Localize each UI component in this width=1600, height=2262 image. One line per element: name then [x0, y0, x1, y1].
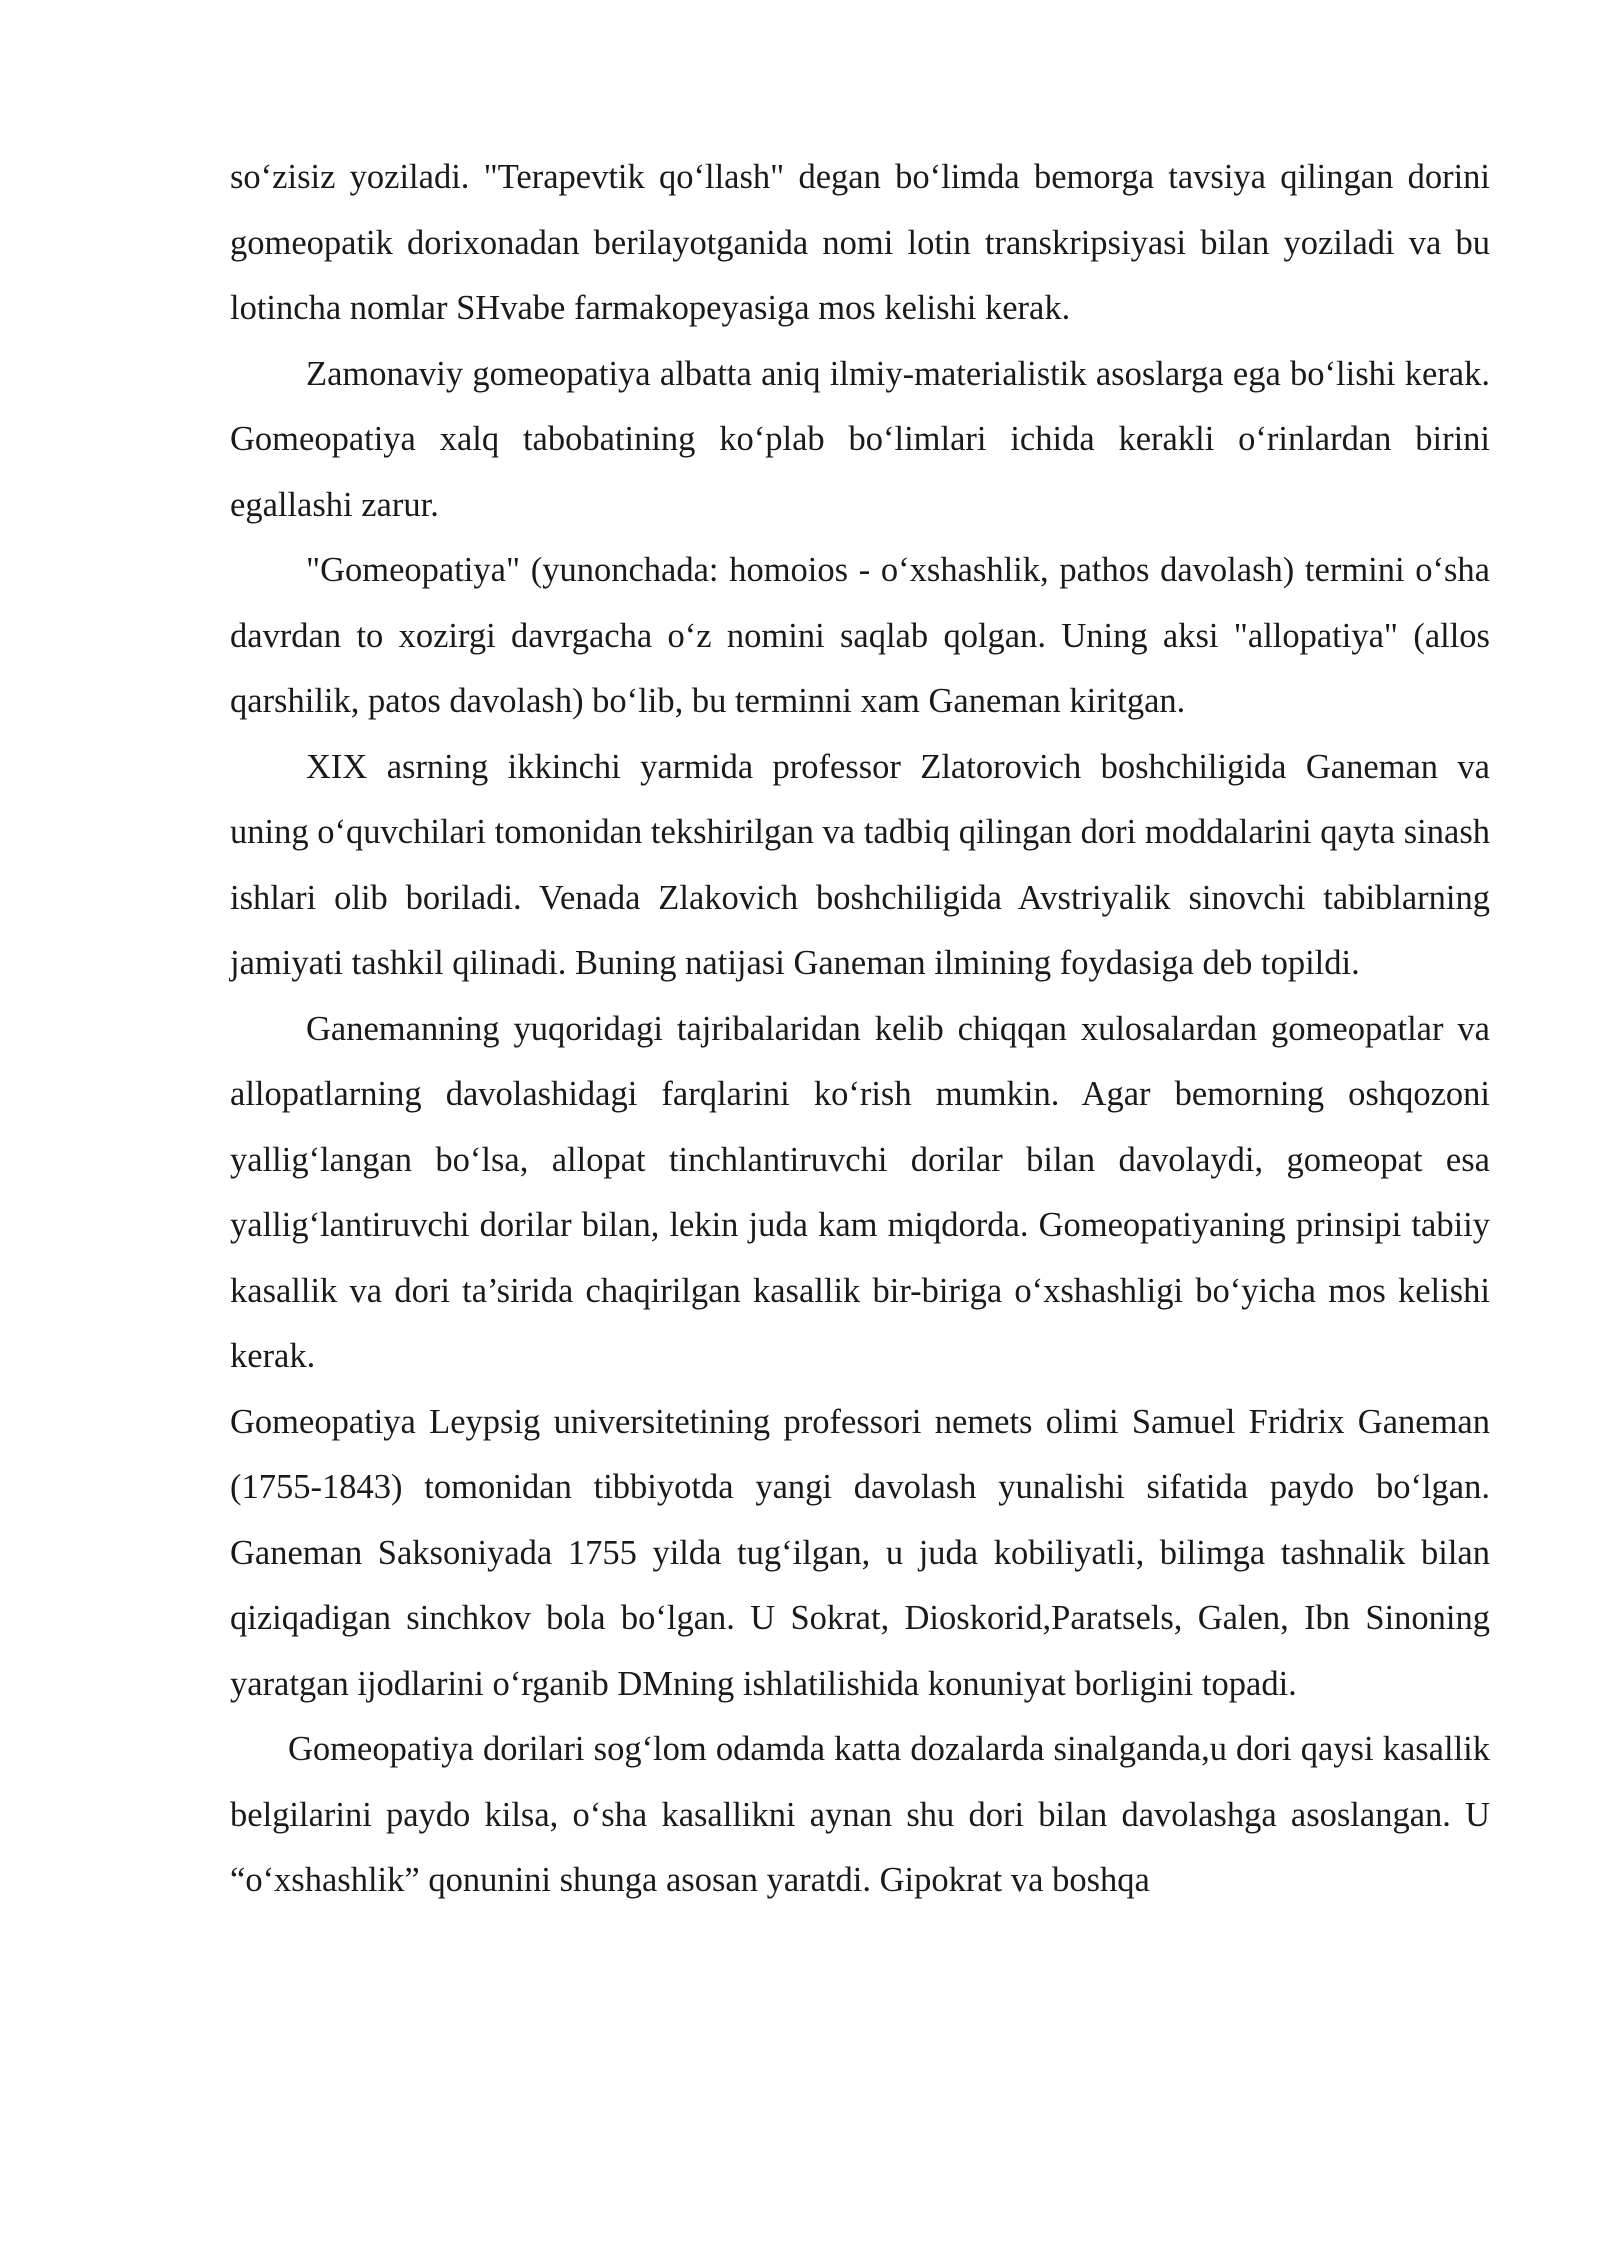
- paragraph-1: so‘zisiz yoziladi. "Terapevtik qo‘llash" degan bo‘limda bemorga tavsiya qilingan dorini gomeopatik dorixonadan berilayotganida nomi lotin transkripsiyasi bilan yoziladi va bu lotincha nomlar SHvabe farmakopeyasiga mos kelishi kerak.: [230, 158, 1490, 327]
- paragraph-4: XIX asrning ikkinchi yarmida professor Zlatorovich boshchiligida Ganeman va uning o‘quvchilari tomonidan tekshirilgan va tadbiq qilingan dori moddalarini qayta sinash ishlari olib boriladi. Venada Zlakovich boshchiligida Avstriyalik sinovchi tabiblarning jamiyati tashkil qilinadi. Buning natijasi Ganeman ilmining foydasiga deb topildi.: [230, 747, 1490, 982]
- paragraph-5: Ganemanning yuqoridagi tajribalaridan kelib chiqqan xulosalardan gomeopatlar va allopatlarning davolashidagi farqlarini ko‘rish mumkin. Agar bemorning oshqozoni yallig‘langan bo‘lsa, allopat tinchlantiruvchi dorilar bilan davolaydi, gomeopat esa yallig‘lantiruvchi dorilar bilan, lekin juda kam miqdorda. Gomeopatiyaning prinsipi tabiiy kasallik va dori ta’sirida chaqirilgan kasallik bir-biriga o‘xshashligi bo‘yicha mos kelishi kerak.: [230, 1009, 1490, 1375]
- paragraph-6: Gomeopatiya Leypsig universitetining professori nemets olimi Samuel Fridrix Ganeman (1755-1843) tomonidan tibbiyotda yangi davolash yunalishi sifatida paydo bo‘lgan. Ganeman Saksoniyada 1755 yilda tug‘ilgan, u juda kobiliyatli, bilimga tashnalik bilan qiziqadigan sinchkov bola bo‘lgan. U Sokrat, Dioskorid,Paratsels, Galen, Ibn Sinoning yaratgan ijodlarini o‘rganib DMning ishlatilishida konuniyat borligini topadi.: [230, 1402, 1490, 1703]
- paragraph-7: Gomeopatiya dorilari sog‘lom odamda katta dozalarda sinalganda,u dori qaysi kasallik belgilarini paydo kilsa, o‘sha kasallikni aynan shu dori bilan davolashga asoslangan. U “o‘xshashlik” qonunini shunga asosan yaratdi. Gipokrat va boshqa: [230, 1730, 1490, 1899]
- document-page: [230, 145, 1490, 1914]
- paragraph-2: Zamonaviy gomeopatiya albatta aniq ilmiy-materialistik asoslarga ega bo‘lishi kerak. Gomeopatiya xalq tabobatining ko‘plab bo‘limlari ichida kerakli o‘rinlardan birini egallashi zarur.: [230, 354, 1490, 524]
- paragraph-3: "Gomeopatiya" (yunonchada: homoios - o‘xshashlik, pathos davolash) termini o‘sha davrdan to xozirgi davrgacha o‘z nomini saqlab qolgan. Uning aksi "allopatiya" (allos qarshilik, patos davolash) bo‘lib, bu terminni xam Ganeman kiritgan.: [230, 551, 1490, 720]
